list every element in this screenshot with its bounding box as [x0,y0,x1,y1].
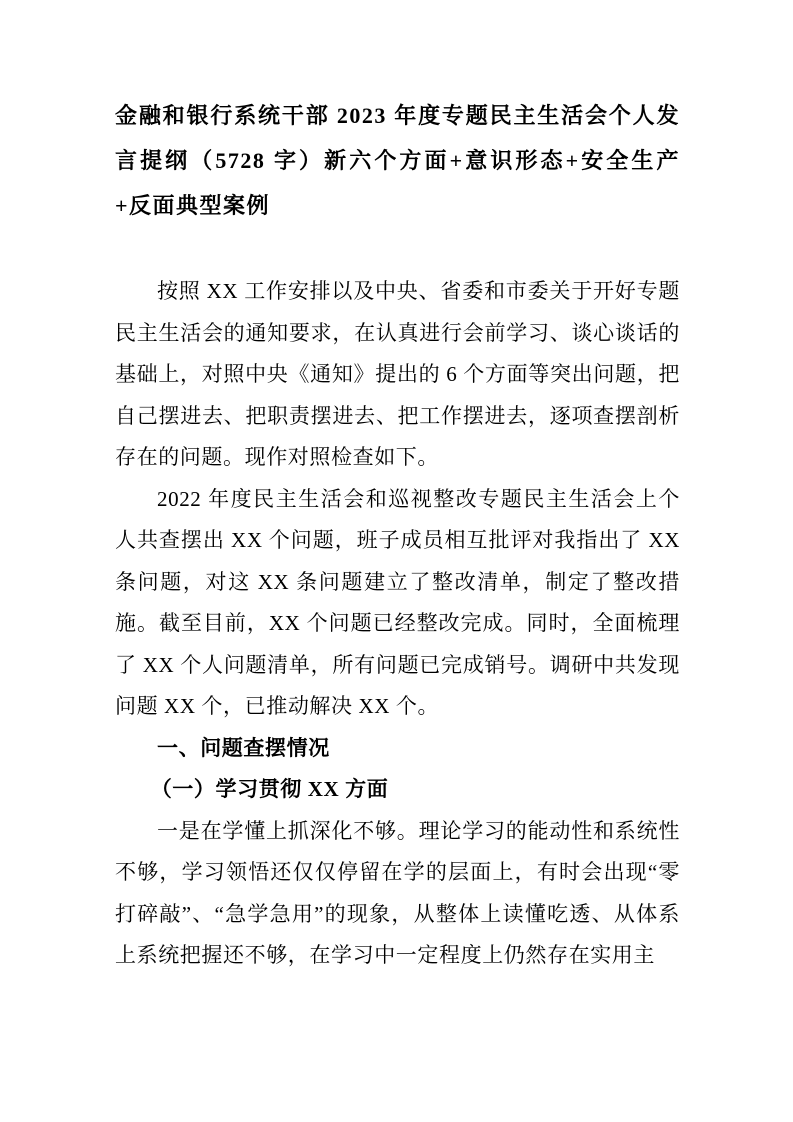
document-title: 金融和银行系统干部 2023 年度专题民主生活会个人发言提纲（5728 字）新六个方面+意识形态+安全生产+反面典型案例 [115,103,680,218]
subsection-heading-study-implementation: （一）学习贯彻 XX 方面 [150,777,389,801]
paragraph-study-issues: 一是在学懂上抓深化不够。理论学习的能动性和系统性不够，学习领悟还仅仅停留在学的层面上，有时会出现“零打碎敲”、“急学急用”的现象，从整体上读懂吃透、从体系上系统把握还不够，在学习中一定程度上仍然存在实用主 [115,818,680,967]
section-heading-problem-review: 一、问题查摆情况 [157,735,330,760]
paragraph-intro: 按照 XX 工作安排以及中央、省委和市委关于开好专题民主生活会的通知要求，在认真进行会前学习、谈心谈话的基础上，对照中央《通知》提出的 6 个方面等突出问题，把自己摆进去、把职责摆进去、把工作摆进去，逐项查摆剖析存在的问题。现作对照检查如下。 [115,279,680,469]
paragraph-rectification-summary: 2022 年度民主生活会和巡视整改专题民主生活会上个人共查摆出 XX 个问题，班子成员相互批评对我指出了 XX 条问题，对这 XX 条问题建立了整改清单，制定了整改措施。截至目前，XX 个问题已经整改完成。同时，全面梳理了 XX 个人问题清单，所有问题已完成销号。调研中共发现问题 XX 个，已推动解决 XX 个。 [115,486,680,718]
